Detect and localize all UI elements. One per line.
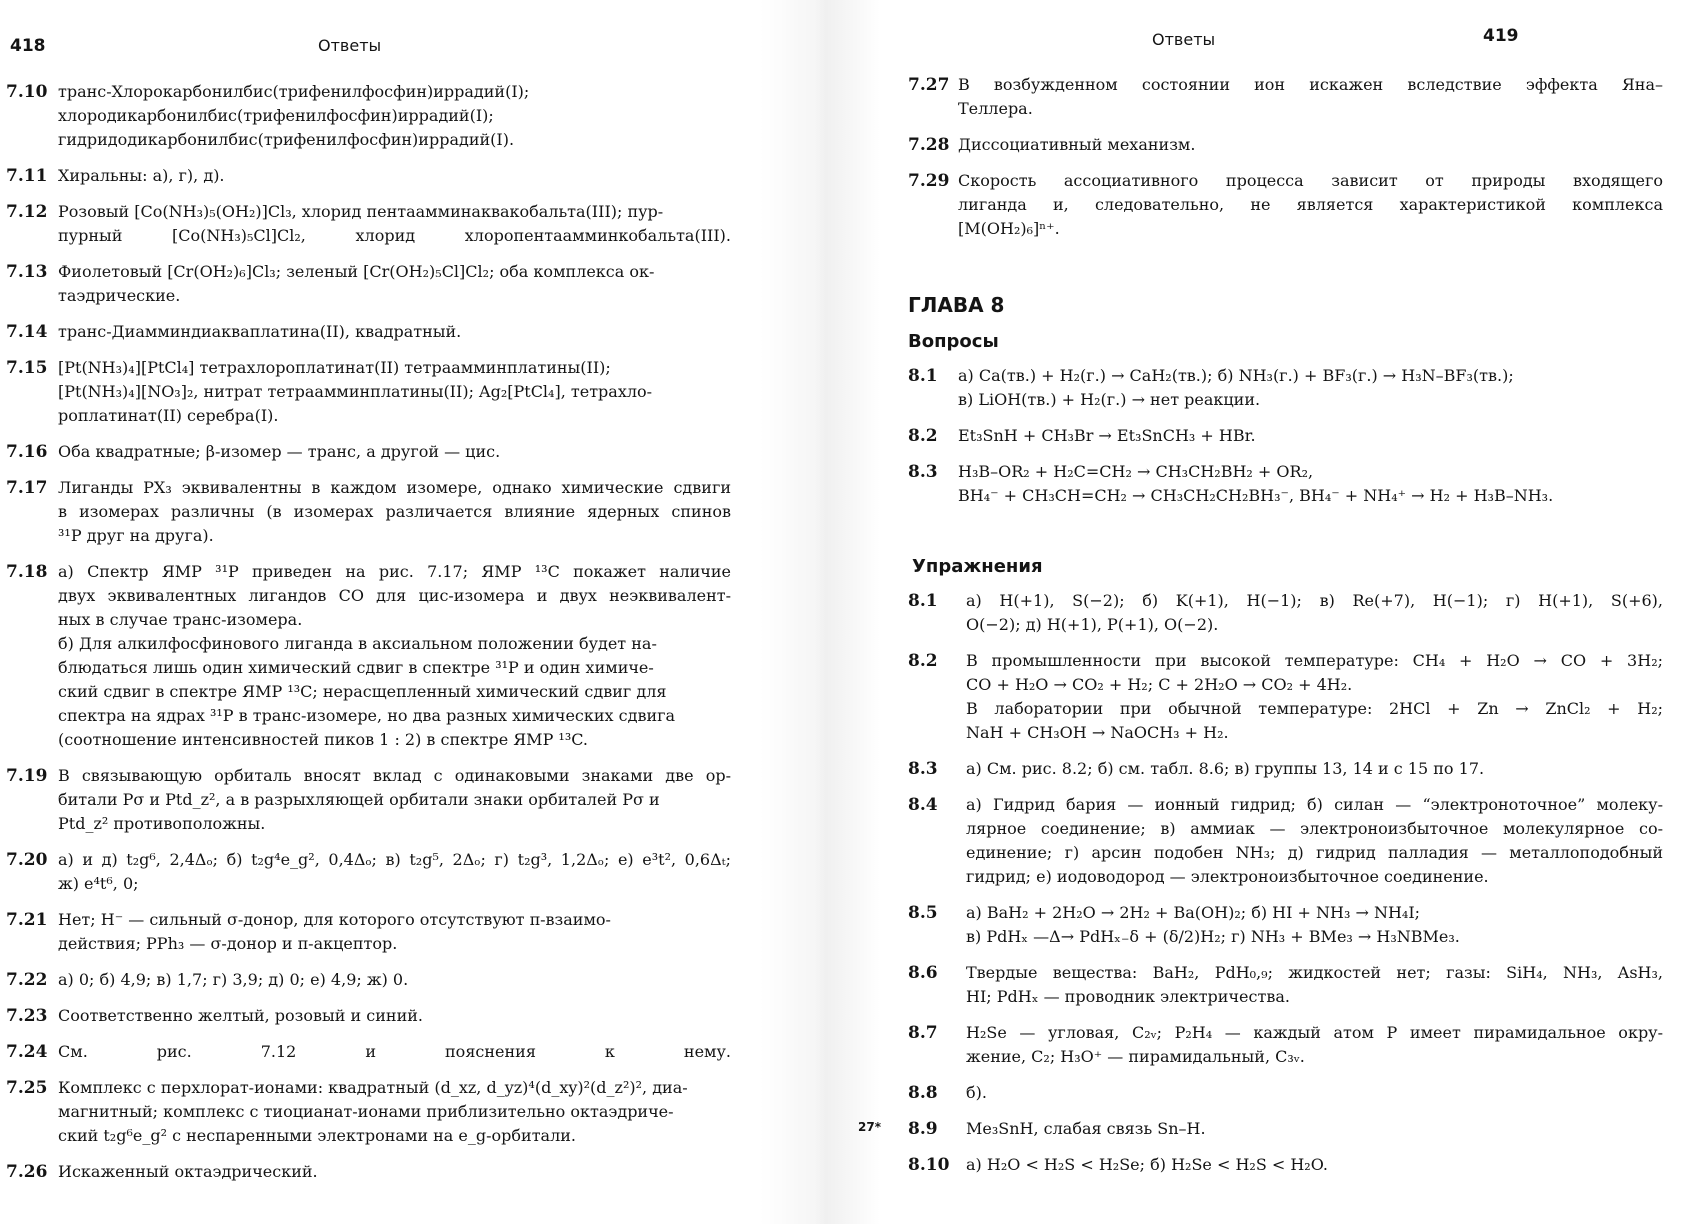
answer-entry	[908, 424, 1663, 448]
answer-text	[966, 1153, 1663, 1177]
answer-line: См. рис. 7.12 и пояснения к нему.	[58, 1042, 731, 1061]
answer-text	[58, 560, 731, 752]
answer-text	[966, 1081, 1663, 1105]
answer-number: 7.24	[6, 1042, 48, 1062]
answer-number: 7.12	[6, 202, 48, 222]
answer-line: таэдрические.	[58, 286, 181, 305]
book-gutter	[760, 0, 880, 1224]
answer-entry	[6, 356, 731, 428]
answer-line: Ptd_z² противоположны.	[58, 814, 266, 833]
answer-line: а) Спектр ЯМР ³¹P приведен на рис. 7.17; ЯМР ¹³C покажет наличие	[58, 562, 731, 581]
answer-line: транс-Диамминдиакваплатина(II), квадратный.	[58, 322, 462, 341]
answer-entry	[908, 1021, 1663, 1069]
answers-list-top	[908, 73, 1663, 241]
answer-text	[958, 73, 1663, 121]
answer-line: В лаборатории при обычной температуре: 2HCl + Zn → ZnCl₂ + H₂;	[966, 699, 1663, 718]
answer-line: [Pt(NH₃)₄][NO₃]₂, нитрат тетраамминплатины(II); Ag₂[PtCl₄], тетрахло-	[58, 382, 653, 401]
answer-text	[958, 364, 1663, 412]
answer-line: H₃B–OR₂ + H₂C=CH₂ → CH₃CH₂BH₂ + OR₂,	[958, 462, 1314, 481]
answer-line: а) и д) t₂g⁶, 2,4Δₒ; б) t₂g⁴e_g², 0,4Δₒ; в) t₂g⁵, 2Δₒ; г) t₂g³, 1,2Δₒ; е) e³t², 0,6Δₜ;	[58, 850, 731, 869]
answer-text	[958, 133, 1663, 157]
answer-line: спектра на ядрах ³¹P в транс-изомере, но два разных химических сдвига	[58, 706, 676, 725]
answer-line: (соотношение интенсивностей пиков 1 : 2) в спектре ЯМР ¹³C.	[58, 730, 588, 749]
answer-line: Скорость ассоциативного процесса зависит от природы входящего	[958, 171, 1663, 190]
answer-line: ский t₂g⁶e_g² с неспаренными электронами на e_g-орбитали.	[58, 1126, 576, 1145]
answer-number: 8.2	[908, 426, 938, 446]
answer-line: гидрид; е) иодоводород — электроноизбыточное соединение.	[966, 867, 1489, 886]
answer-line: в изомерах различны (в изомерах различается влияние ядерных спинов	[58, 502, 731, 521]
answer-text	[958, 424, 1663, 448]
answer-text	[58, 80, 731, 152]
answer-text	[58, 848, 731, 896]
answer-number: 7.27	[908, 75, 950, 95]
answer-line: а) BaH₂ + 2H₂O → 2H₂ + Ba(OH)₂; б) HI + NH₃ → NH₄I;	[966, 903, 1421, 922]
answers-list-right	[908, 73, 1663, 1189]
answer-number: 7.17	[6, 478, 48, 498]
chapter-title: ГЛАВА 8	[908, 293, 1005, 317]
page-number: 419	[1483, 26, 1519, 46]
answer-line: единение; г) арсин подобен NH₃; д) гидрид палладия — металлоподобный	[966, 843, 1663, 862]
answer-line: жение, C₂; H₃O⁺ — пирамидальный, C₃ᵥ.	[966, 1047, 1305, 1066]
answer-text	[966, 901, 1663, 949]
answer-text	[966, 1117, 1663, 1141]
answer-entry	[6, 1160, 731, 1184]
answer-entry	[908, 1153, 1663, 1177]
answer-line: Me₃SnH, слабая связь Sn–H.	[966, 1119, 1206, 1138]
answer-line: б) Для алкилфосфинового лиганда в аксиальном положении будет на-	[58, 634, 657, 653]
answer-number: 8.3	[908, 759, 938, 779]
answer-line: Оба квадратные; β-изомер — транс, а другой — цис.	[58, 442, 501, 461]
answer-line: Теллера.	[958, 99, 1033, 118]
answer-line: HI; PdHₓ — проводник электричества.	[966, 987, 1290, 1006]
answer-entry	[908, 961, 1663, 1009]
answer-line: ³¹P друг на друга).	[58, 526, 214, 545]
answer-number: 7.25	[6, 1078, 48, 1098]
answer-entry	[908, 901, 1663, 949]
answer-number: 7.10	[6, 82, 48, 102]
answer-line: H₂Se — угловая, C₂ᵥ; P₂H₄ — каждый атом P имеет пирамидальное окру-	[966, 1023, 1663, 1042]
left-page	[0, 0, 760, 1224]
answer-number: 7.11	[6, 166, 48, 186]
answer-number: 7.21	[6, 910, 48, 930]
answer-line: а) Ca(тв.) + H₂(г.) → CaH₂(тв.); б) NH₃(г.) + BF₃(г.) → H₃N–BF₃(тв.);	[958, 366, 1514, 385]
answer-line: Твердые вещества: BaH₂, PdH₀,₉; жидкостей нет; газы: SiH₄, NH₃, AsH₃,	[966, 963, 1663, 982]
answer-text	[966, 757, 1663, 781]
answer-entry	[6, 908, 731, 956]
answer-number: 7.20	[6, 850, 48, 870]
answer-line: а) 0; б) 4,9; в) 1,7; г) 3,9; д) 0; е) 4,9; ж) 0.	[58, 970, 409, 989]
answer-line: ных в случае транс-изомера.	[58, 610, 303, 629]
answer-entry	[6, 320, 731, 344]
answer-text	[58, 764, 731, 836]
answer-text	[58, 260, 731, 308]
answer-entry	[908, 757, 1663, 781]
answer-number: 8.1	[908, 591, 938, 611]
answer-line: Комплекс с перхлорат-ионами: квадратный (d_xz, d_yz)⁴(d_xy)²(d_z²)², диа-	[58, 1078, 688, 1097]
answer-line: хлородикарбонилбис(трифенилфосфин)иррадий(I);	[58, 106, 494, 125]
answer-entry	[6, 848, 731, 896]
running-head: Ответы	[1152, 30, 1216, 49]
answers-list	[6, 80, 731, 1196]
answer-number: 7.23	[6, 1006, 48, 1026]
answer-number: 8.6	[908, 963, 938, 983]
answer-text	[966, 961, 1663, 1009]
answer-entry	[908, 1081, 1663, 1105]
answer-line: магнитный; комплекс с тиоцианат-ионами приблизительно октаэдриче-	[58, 1102, 674, 1121]
answer-number: 7.29	[908, 171, 950, 191]
exercises-heading: Упражнения	[912, 556, 1043, 577]
answer-number: 8.7	[908, 1023, 938, 1043]
answer-text	[58, 908, 731, 956]
answer-number: 7.28	[908, 135, 950, 155]
answer-entry	[908, 73, 1663, 121]
answer-line: В возбужденном состоянии ион искажен вследствие эффекта Яна–	[958, 75, 1663, 94]
answer-number: 7.19	[6, 766, 48, 786]
answer-entry	[908, 133, 1663, 157]
running-head: Ответы	[318, 36, 382, 55]
answer-entry	[6, 560, 731, 752]
answer-entry	[6, 80, 731, 152]
answer-number: 7.14	[6, 322, 48, 342]
page-number: 418	[10, 36, 46, 56]
answer-number: 8.9	[908, 1119, 938, 1139]
answer-text	[58, 320, 731, 344]
answer-text	[58, 1076, 731, 1148]
answer-line: Диссоциативный механизм.	[958, 135, 1196, 154]
answer-line: битали Pσ и Ptd_z², а в разрыхляющей орбитали знаки орбиталей Pσ и	[58, 790, 660, 809]
answer-number: 8.1	[908, 366, 938, 386]
answer-entry	[6, 1076, 731, 1148]
answer-line: Et₃SnH + CH₃Br → Et₃SnCH₃ + HBr.	[958, 426, 1256, 445]
signature-mark: 27*	[858, 1120, 881, 1134]
answer-line: O(−2); д) H(+1), P(+1), O(−2).	[966, 615, 1219, 634]
answer-entry	[6, 476, 731, 548]
answer-number: 7.13	[6, 262, 48, 282]
answer-line: Соответственно желтый, розовый и синий.	[58, 1006, 423, 1025]
answer-line: а) См. рис. 8.2; б) см. табл. 8.6; в) группы 13, 14 и с 15 по 17.	[966, 759, 1485, 778]
answer-line: BH₄⁻ + CH₃CH=CH₂ → CH₃CH₂CH₂BH₃⁻, BH₄⁻ + NH₄⁺ → H₂ + H₃B–NH₃.	[958, 486, 1554, 505]
answer-line: в) LiOH(тв.) + H₂(г.) → нет реакции.	[958, 390, 1261, 409]
answer-entry	[908, 364, 1663, 412]
answer-text	[58, 356, 731, 428]
answer-line: в) PdHₓ —Δ→ PdHₓ₋δ + (δ/2)H₂; г) NH₃ + BMe₃ → H₃NBMe₃.	[966, 927, 1460, 946]
answer-line: пурный [Co(NH₃)₅Cl]Cl₂, хлорид хлоропентаамминкобальта(III).	[58, 226, 731, 245]
answer-line: Фиолетовый [Cr(OH₂)₆]Cl₃; зеленый [Cr(OH₂)₅Cl]Cl₂; оба комплекса ок-	[58, 262, 655, 281]
answer-line: действия; PPh₃ — σ-донор и π-акцептор.	[58, 934, 398, 953]
answer-entry	[6, 260, 731, 308]
answer-line: ский сдвиг в спектре ЯМР ¹³C; нерасщепленный химический сдвиг для	[58, 682, 667, 701]
answer-line: Хиральны: а), г), д).	[58, 166, 225, 185]
answer-entry	[908, 460, 1663, 508]
answer-text	[58, 476, 731, 548]
answer-line: В промышленности при высокой температуре: CH₄ + H₂O → CO + 3H₂;	[966, 651, 1663, 670]
answer-text	[58, 1004, 731, 1028]
questions-heading: Вопросы	[908, 331, 999, 352]
answer-line: а) H₂O < H₂S < H₂Se; б) H₂Se < H₂S < H₂O.	[966, 1155, 1328, 1174]
answer-entry	[908, 589, 1663, 637]
answer-entry	[908, 793, 1663, 889]
answer-number: 8.3	[908, 462, 938, 482]
answer-entry	[6, 968, 731, 992]
answer-number: 8.4	[908, 795, 938, 815]
answer-line: В связывающую орбиталь вносят вклад с одинаковыми знаками две ор-	[58, 766, 731, 785]
answer-line: [Pt(NH₃)₄][PtCl₄] тетрахлороплатинат(II) тетраамминплатины(II);	[58, 358, 611, 377]
answer-text	[58, 968, 731, 992]
answer-text	[958, 169, 1663, 241]
answer-entry	[6, 440, 731, 464]
answer-line: лиганда и, следовательно, не является характеристикой комплекса	[958, 195, 1663, 214]
answer-line: а) Гидрид бария — ионный гидрид; б) силан — “электроноточное” молеку-	[966, 795, 1663, 814]
answer-number: 7.15	[6, 358, 48, 378]
answer-text	[58, 164, 731, 188]
answer-entry	[908, 649, 1663, 745]
answer-text	[966, 589, 1663, 637]
answer-text	[966, 1021, 1663, 1069]
answer-number: 8.5	[908, 903, 938, 923]
answer-text	[58, 1040, 731, 1064]
answer-line: NaH + CH₃OH → NaOCH₃ + H₂.	[966, 723, 1229, 742]
answer-entry	[6, 1004, 731, 1028]
answer-line: Искаженный октаэдрический.	[58, 1162, 318, 1181]
answer-text	[58, 1160, 731, 1184]
answer-text	[58, 440, 731, 464]
answer-line: двух эквивалентных лигандов CO для цис-изомера и двух неэквивалент-	[58, 586, 731, 605]
answer-line: Розовый [Co(NH₃)₅(OH₂)]Cl₃, хлорид пентаамминаквакобальта(III); пур-	[58, 202, 664, 221]
answer-text	[58, 200, 731, 248]
answer-entry	[6, 164, 731, 188]
answer-entry	[6, 764, 731, 836]
answer-entry	[6, 200, 731, 248]
answer-line: а) H(+1), S(−2); б) K(+1), H(−1); в) Re(+7), H(−1); г) H(+1), S(+6),	[966, 591, 1663, 610]
answer-entry	[6, 1040, 731, 1064]
answer-line: [M(OH₂)₆]ⁿ⁺.	[958, 219, 1060, 238]
answer-number: 7.26	[6, 1162, 48, 1182]
answer-line: ж) e⁴t⁶, 0;	[58, 874, 139, 893]
answer-number: 7.18	[6, 562, 48, 582]
answer-text	[958, 460, 1663, 508]
answer-line: блюдаться лишь один химический сдвиг в спектре ³¹P и один химиче-	[58, 658, 654, 677]
answer-line: б).	[966, 1083, 987, 1102]
answer-line: Нет; H⁻ — сильный σ-донор, для которого отсутствуют π-взаимо-	[58, 910, 611, 929]
questions-list	[908, 364, 1663, 508]
answer-number: 7.16	[6, 442, 48, 462]
answer-number: 8.10	[908, 1155, 950, 1175]
answer-number: 8.8	[908, 1083, 938, 1103]
answer-text	[966, 793, 1663, 889]
answer-line: транс-Хлорокарбонилбис(трифенилфосфин)иррадий(I);	[58, 82, 530, 101]
answer-number: 8.2	[908, 651, 938, 671]
answer-line: роплатинат(II) серебра(I).	[58, 406, 279, 425]
exercises-list	[908, 589, 1663, 1177]
answer-line: гидридодикарбонилбис(трифенилфосфин)иррадий(I).	[58, 130, 515, 149]
answer-text	[966, 649, 1663, 745]
answer-line: лярное соединение; в) аммиак — электроноизбыточное молекулярное со-	[966, 819, 1663, 838]
right-page	[858, 0, 1684, 1224]
answer-entry	[908, 1117, 1663, 1141]
answer-number: 7.22	[6, 970, 48, 990]
answer-line: Лиганды PX₃ эквивалентны в каждом изомере, однако химические сдвиги	[58, 478, 731, 497]
answer-entry	[908, 169, 1663, 241]
answer-line: CO + H₂O → CO₂ + H₂; C + 2H₂O → CO₂ + 4H₂.	[966, 675, 1353, 694]
